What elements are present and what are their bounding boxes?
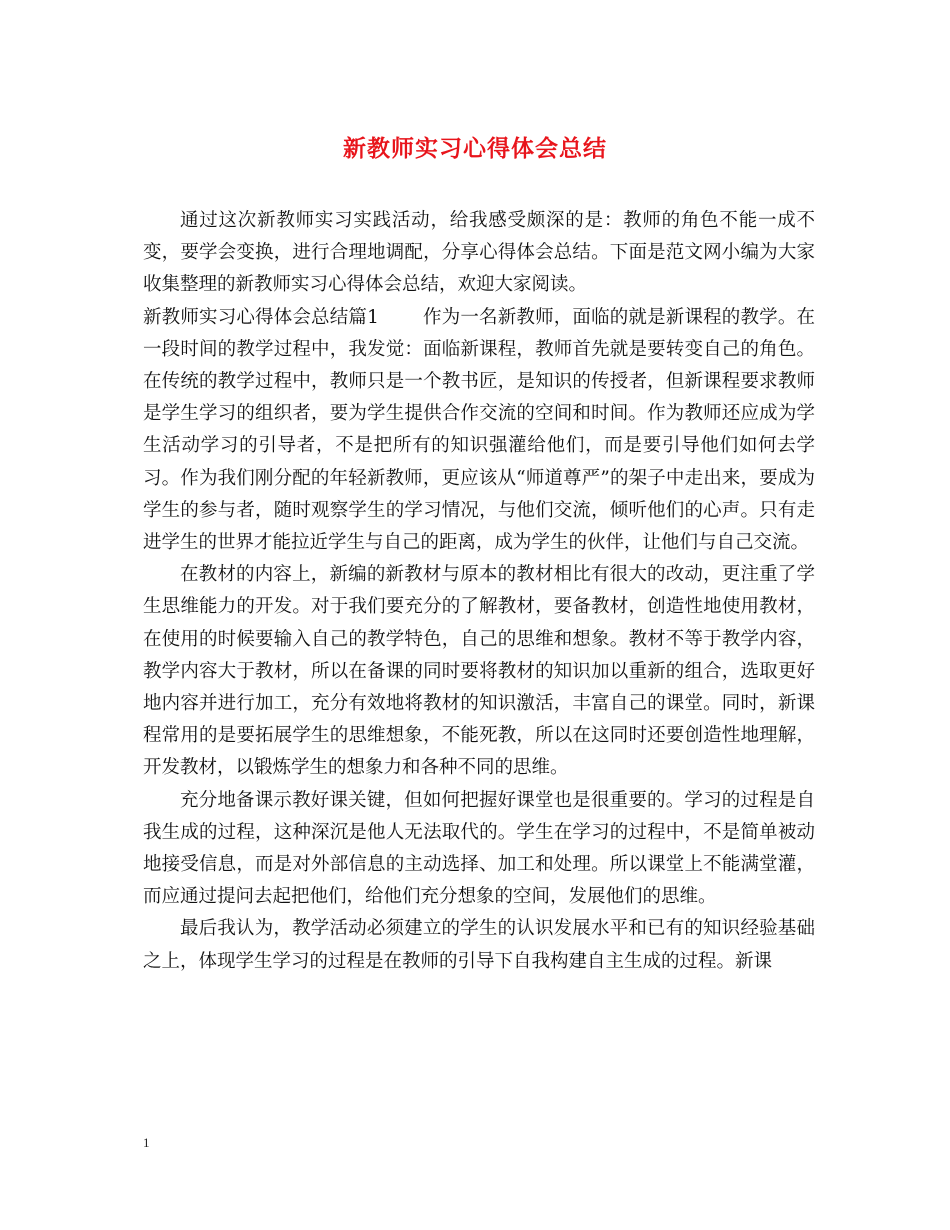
- document-title: 新教师实习心得体会总结: [343, 135, 607, 162]
- body-paragraph: 充分地备课示教好课关键，但如何把握好课堂也是很重要的。学习的过程是自我生成的过程，这种深沉是他人无法取代的。学生在学习的过程中，不是简单被动地接受信息，而是对外部信息的主动选择、加工和处理。所以课堂上不能满堂灌，而应通过提问去起把他们，给他们充分想象的空间，发展他们的思维。: [143, 789, 815, 908]
- intro-paragraph: 通过这次新教师实习实践活动，给我感受颇深的是：教师的角色不能一成不变，要学会变换，进行合理地调配，分享心得体会总结。下面是范文网小编为大家收集整理的新教师实习心得体会总结，欢迎大家阅读。: [143, 210, 815, 296]
- section-heading: 新教师实习心得体会总结篇1: [143, 306, 379, 328]
- body-paragraph: 最后我认为，教学活动必须建立的学生的认识发展水平和已有的知识经验基础之上，体现学生学习的过程是在教师的引导下自我构建自主生成的过程。新课: [143, 918, 815, 972]
- section-first-text: 作为一名新教师，面临的就是新课程的教学。在一段时间的教学过程中，我发觉：面临新课程，教师首先就是要转变自己的角色。在传统的教学过程中，教师只是一个教书匠，是知识的传授者，但新课程要求教师是学生学习的组织者，要为学生提供合作交流的空间和时间。作为教师还应成为学生活动学习的引导者，不是把所有的知识强灌给他们，而是要引导他们如何去学习。作为我们刚分配的年轻新教师，更应该从“师道尊严”的架子中走出来，要成为学生的参与者，随时观察学生的学习情况，与他们交流，倾听他们的心声。只有走进学生的世界才能拉近学生与自己的距离，成为学生的伙伴，让他们与自己交流。: [143, 306, 815, 554]
- page-number: 1: [143, 1135, 150, 1150]
- section-first-paragraph: [143, 302, 815, 560]
- document-body: [143, 205, 815, 978]
- body-paragraph: 在教材的内容上，新编的新教材与原本的教材相比有很大的改动，更注重了学生思维能力的开发。对于我们要充分的了解教材，要备教材，创造性地使用教材，在使用的时候要输入自己的教学特色，自己的思维和想象。教材不等于教学内容，教学内容大于教材，所以在备课的同时要将教材的知识加以重新的组合，选取更好地内容并进行加工，充分有效地将教材的知识激活，丰富自己的课堂。同时，新课程常用的是要拓展学生的思维想象，不能死教，所以在这同时还要创造性地理解，开发教材，以锻炼学生的想象力和各种不同的思维。: [143, 564, 815, 779]
